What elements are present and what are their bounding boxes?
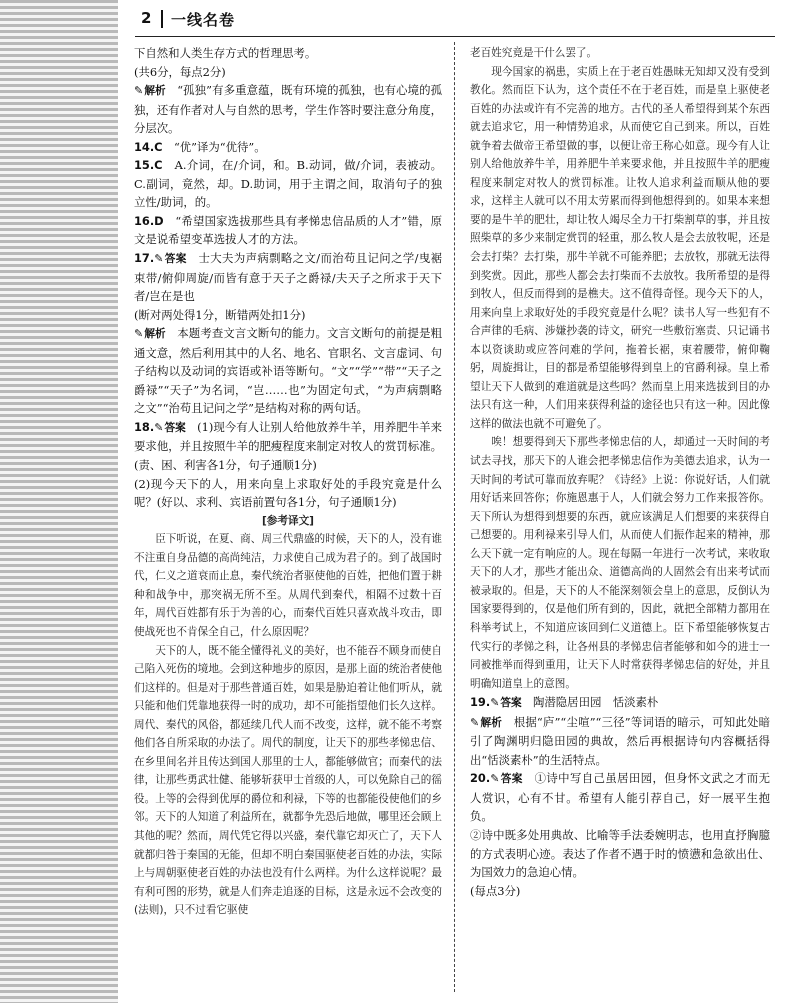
pen-icon: ✎ [134, 84, 144, 98]
pen-icon: ✎ [134, 327, 144, 341]
book-title: 一线名卷 [171, 11, 236, 29]
answer-tag: ✎答案 [154, 252, 187, 266]
analysis-tag: ✎解析 [134, 84, 166, 98]
header-divider [161, 10, 163, 28]
q17-score: (断对两处得1分，断错两处扣1分) [134, 307, 306, 322]
page-number: 2 [141, 9, 152, 27]
q20-answer-2: ②诗中既多处用典故、比喻等手法委婉明志，也用直抒胸臆的方式表明心迹。表达了作者不遇于时的愤懑和急欲出仕、为国效力的急迫心情。 [470, 827, 770, 880]
q20-score: (每点3分) [470, 883, 521, 898]
pen-icon: ✎ [490, 772, 500, 786]
pen-icon: ✎ [470, 715, 480, 729]
analysis-tag: ✎解析 [134, 327, 166, 341]
translation-paragraph-4: 唉！想要得到天下那些孝悌忠信的人，却通过一天时间的考试去寻找，那天下的人谁会把孝悌忠信作为美德去追求，认为一天时间的考试可靠而放弃呢？《诗经》上说：你说好话，人们就用好话来回答你；你施恩惠于人，人们就会努力工作来报答你。天下所认为想得到想要的东西，就应该满足人们想要的来获得自己想要的。用利禄来引导人们，从而使人们振作起来的精神，那么天下就一定有响应的人。现在每隔一年进行一次考试，来收取天下的人才，那些才能出众、道德高尚的人固然会有出来考试而被录取的。但是，天下的人不能深刻领会皇上的意思，反倒认为国家要得到的，仅是他们所有到的，因此，就把全部精力都用在科举考试上，不知道应该回到仁义道德上。臣下希望能够恢复古代实行的孝悌之科，让各州县的孝悌忠信者能够和如今的进士一同被推举而得到重用，让天下人时常获得孝悌忠信的好处，并且明确知道皇上的意图。 [470, 436, 770, 690]
q13-analysis: ✎解析 “孤独”有多重意蕴，既有环境的孤独，也有心境的孤独，还有作者对人与自然的思考，学生作答时要注意分角度，分层次。 [134, 83, 442, 136]
intro-text: 下自然和人类生存方式的哲理思考。 [134, 46, 317, 60]
q18-answer-1: 18.✎答案 (1)现今有人让别人给他放养牛羊，用养肥牛羊来要求他，并且按照牛羊的肥瘦程度来制定对牧人的赏罚标准。(责、困、利害各1分，句子通顺1分) [134, 419, 442, 473]
translation-paragraph-2: 天下的人，既不能全懂得礼义的美好，也不能吞不顾身而使自己陷入死伤的境地。会到这种地步的原因，是那上面的统治者使他们这样的。但是对于那些普通百姓，如果是胁迫着让他们听从，就只能和他们凭靠地获得一时的成功，却不可能指望他们长久这样。周代、秦代的风俗，都延续几代人而不改变，这样，就不能不考察他们各自所采取的办法了。周代的制度，让天下的那些孝悌忠信、在乡里间名并且传达到国人那里的士人，都能够做官；而秦代的法律，让那些勇武壮健、能够斩获甲士首级的人，可以免除自己的徭役。上等的会得到优厚的爵位和利禄，下等的也都能役使他们的乡邻。天下的人知道了利益所在，就都争先恐后地做，哪里还会顾上其他的呢？然而，周代凭它得以兴盛，秦代靠它却灭亡了，天下人就都归咎于秦国的无能，但却不明白秦国驱使老百姓的办法，实际上与周朝驱使老百姓的办法也没有什么两样。为什么这样说呢？最有利可图的形势，就是人们奔走追逐的目标，这是永远不会改变的(法则)，只不过看它驱使 [134, 644, 442, 917]
page-header [135, 6, 775, 32]
right-column [470, 44, 770, 900]
answer-tag: ✎答案 [490, 696, 522, 710]
q16: 16.D “希望国家选拔那些具有孝悌忠信品质的人才”错，原文是说希望变革选拔人才的方法。 [134, 213, 442, 247]
header-rule [135, 36, 775, 37]
q15: 15.C A.介词，在/介词，和。B.动词，做/介词，表被动。C.副词，竟然，却。D.助词，用于主谓之间，取消句子的独立性/助词，的。 [134, 158, 442, 210]
answer-tag: ✎答案 [154, 420, 186, 434]
q20-answer-1: 20.✎答案 ①诗中写自己虽居田园，但身怀文武之才而无人赏识，心有不甘。希望有人能引荐自己，好一展平生抱负。 [470, 771, 770, 824]
q13-score: (共6分，每点2分) [134, 64, 226, 79]
translation-paragraph-3: 现今国家的祸患，实质上在于老百姓愚昧无知却又没有受到教化。然而臣下认为，这个责任不在于老百姓，而是皇上驱使老百姓的办法或许有不完善的地方。古代的圣人希望得到某个东西就去追求它，用一种情势追求，从而使它自己到来。所以，百姓就争着去做帝王希望做的事，以便让帝王称心如意。现今有人让别人给他放养牛羊，用养肥牛羊来要求他，并且按照牛羊的肥瘦程度来制定对牧人的赏罚标准。让牧人追求利益而顺从他的要求，这样主人就可以不用太劳累而得到他想得到的。如果本来想要的是牛羊的肥壮，却让牧人竭尽全力干打柴割草的事，并且按照柴草的多少来制定赏罚的轻重，那么牧人是会去放牧呢，还是会去打柴？去打柴，那牛羊就不可能养肥；去放牧，那就无法得到奖赏。因此，那些人都会去打柴而不去放牧。我所希望的是得到牧人，但反而得到的是樵夫。这不值得奇怪。现今天下的人，用来向皇上求取好处的手段究竟是什么呢？读书人写一些犯有不合声律的毛病、涉嫌抄袭的诗文，研究一些敷衍塞责、只记诵书本以资谈助或应答问难的学问，拖着长裾，束着腰带，俯仰鞠躬，周旋揖让，目的都是希望能够得到皇上的官爵利禄。皇上希望让天下人做到的难道就是这些吗？然而皇上用来选拔到目的办法只有这一种，人们用来获得利益的途径也只有这一种。因此像这样的做法也就不可避免了。 [470, 65, 770, 430]
translation-title: [参考译文] [261, 514, 315, 527]
pen-icon: ✎ [154, 252, 164, 266]
left-column [134, 44, 442, 920]
pen-icon: ✎ [154, 420, 164, 434]
column-divider [454, 42, 455, 992]
pen-icon: ✎ [490, 696, 500, 710]
q18-answer-2: (2)现今天下的人，用来向皇上求取好处的手段究竟是什么呢？(好以、求利、宾语前置句各1分，句子通顺1分) [134, 476, 442, 510]
side-stripe-decoration [0, 0, 118, 1003]
q17-answer: 17.✎答案 士大夫为声病剽略之文/而治苟且记问之学/曳裾束带/俯仰周旋/而皆有意于天子之爵禄/夫天子之所求于天下者/岂在是也 [134, 251, 442, 304]
q14: 14.C “优”译为“优待”。 [134, 139, 266, 154]
q19-answer: 19.✎答案 陶潜隐居田园 恬淡素朴 [470, 695, 659, 710]
q19-analysis: ✎解析 根据“庐”“尘喧”“三径”等词语的暗示，可知此处暗引了陶渊明归隐田园的典故，然后再根据诗句内容概括得出“恬淡素朴”的生活特点。 [470, 714, 770, 767]
answer-tag: ✎答案 [490, 772, 523, 786]
analysis-tag: ✎解析 [470, 715, 503, 729]
translation-paragraph-1: 臣下听说，在夏、商、周三代鼎盛的时候，天下的人，没有谁不注重自身品德的高尚纯洁，力求使自己成为君子的。到了战国时代，仁义之道衰而止息，秦代统治者驱使他的百姓，把他们置于耕种和战争中，那突祸无所不至。从周代到秦代，相隔不过数十百年，周代百姓都有乐于为善的心，而秦代百姓只喜欢战斗攻击，即使战死也不肯保全自己，什么原因呢？ [134, 533, 442, 638]
q17-analysis: ✎解析 本题考查文言文断句的能力。文言文断句的前提是粗通文意，然后利用其中的人名、地名、官职名、文言虚词、句子结构以及动词的宾语或补语等断句。“文”“学”“带”“天子之爵禄”“天子”为名词，“岂……也”为固定句式，“为声病剽略之文”“治苟且记问之学”是结构对称的两句话。 [134, 326, 442, 416]
translation-continued: 老百姓究竟是干什么罢了。 [470, 47, 598, 59]
